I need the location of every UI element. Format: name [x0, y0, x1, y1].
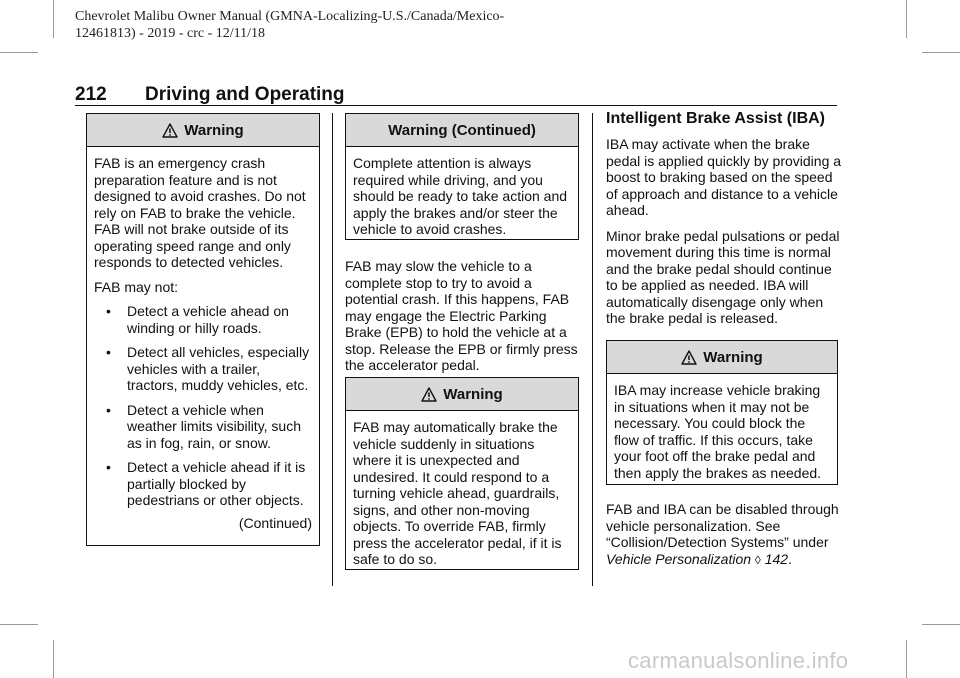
crop-mark [0, 52, 38, 53]
warning-box-header [607, 341, 837, 374]
warning-box [345, 377, 579, 570]
page-number: 212 [75, 84, 107, 105]
page-header [75, 84, 837, 106]
column-divider [592, 113, 593, 586]
cross-reference-link[interactable] [606, 551, 788, 567]
paragraph-text [606, 501, 842, 568]
warning-box-title: Warning [184, 121, 244, 139]
list-item: • Detect a vehicle when weather limits visibility, such as in fog, rain, or snow. [94, 402, 312, 452]
column-divider [332, 113, 333, 586]
body-paragraph [606, 136, 842, 336]
watermark: carmanualsonline.info [628, 648, 849, 673]
crop-mark [0, 624, 38, 625]
paragraph-text: Minor brake pedal pulsations or pedal movement during this time is normal and the brake pedal should continue to be applied as needed. IBA will automatically disengage only when the brake pedal is released. [606, 227, 840, 326]
warning-box-body [346, 411, 578, 582]
warning-box-body [87, 147, 319, 537]
list-item: • Detect a vehicle ahead if it is partially blocked by pedestrians or other objects. [94, 459, 312, 509]
list-item: • Detect all vehicles, especially vehicles with a trailer, tractors, muddy vehicles, etc. [94, 344, 312, 394]
document-meta-line: Chevrolet Malibu Owner Manual (GMNA-Localizing-U.S./Canada/Mexico- [75, 9, 505, 24]
page-reference-icon: ◊ [754, 552, 761, 567]
paragraph-text: IBA may activate when the brake pedal is applied quickly by providing a boost to braking based on the speed of approach and distance to a vehicle ahead. [606, 136, 842, 218]
crop-mark [53, 640, 54, 678]
crop-mark [922, 624, 960, 625]
warning-continued-box [345, 113, 579, 240]
cross-reference-page: 142 [764, 550, 789, 567]
subsection-title: Intelligent Brake Assist (IBA) [606, 110, 826, 127]
body-paragraph [345, 258, 581, 383]
warning-box [86, 113, 320, 546]
warning-text: FAB may not: [94, 278, 179, 295]
section-title: Driving and Operating [145, 84, 345, 105]
warning-box-header [346, 114, 578, 147]
warning-triangle-icon [162, 123, 178, 138]
crop-mark [906, 0, 907, 38]
warning-triangle-icon [421, 387, 437, 402]
crop-mark [53, 0, 54, 38]
crop-mark [922, 52, 960, 53]
warning-box-title: Warning (Continued) [388, 121, 536, 139]
crop-mark [906, 640, 907, 678]
warning-box-title: Warning [703, 348, 763, 366]
warning-box [606, 340, 838, 485]
warning-text: FAB may automatically brake the vehicle suddenly in situations where it is unexpected and undesired. It could respond to a turning vehicle ahead, guardrails, signs, and other non-moving objects. To override FAB, firmly press the accelerator pedal, if it is safe to do so. [353, 419, 562, 567]
warning-text: IBA may increase vehicle braking in situations when it may not be necessary. You could block the flow of traffic. If this occurs, take your foot off the brake pedal and then apply the brakes as needed. [614, 382, 822, 481]
cross-reference-title: Vehicle Personalization [606, 550, 752, 567]
paragraph-text: FAB may slow the vehicle to a complete stop to try to avoid a potential crash. If this happens, FAB may engage the Electric Parking Brake (EPB) to hold the vehicle at a stop. Release the EPB or firmly press the accelerator pedal. [345, 258, 578, 373]
document-meta-line: 12461813) - 2019 - crc - 12/11/18 [75, 26, 265, 41]
list-item: • Detect a vehicle ahead on winding or hilly roads. [94, 303, 312, 336]
warning-box-body [607, 374, 837, 495]
warning-box-header [346, 378, 578, 411]
warning-box-header [87, 114, 319, 147]
continued-label: (Continued) [238, 514, 312, 531]
body-paragraph [606, 501, 842, 577]
warning-text: Complete attention is always required while driving, and you should be ready to take action and apply the brakes and/or steer the vehicle to avoid crashes. [353, 155, 568, 237]
warning-box-body [346, 147, 578, 252]
warning-text: FAB is an emergency crash preparation feature and is not designed to avoid crashes. Do not rely on FAB to brake the vehicle. FAB will not brake outside of its operating speed range and only responds to detected vehicles. [94, 155, 306, 270]
bullet-list [94, 303, 312, 509]
paragraph-end: . [788, 550, 792, 567]
warning-box-title: Warning [443, 385, 503, 403]
paragraph-text-prefix: FAB and IBA can be disabled through vehicle personalization. See “Collision/Detection Systems” under [606, 501, 839, 550]
warning-triangle-icon [681, 350, 697, 365]
document-meta [75, 8, 504, 42]
